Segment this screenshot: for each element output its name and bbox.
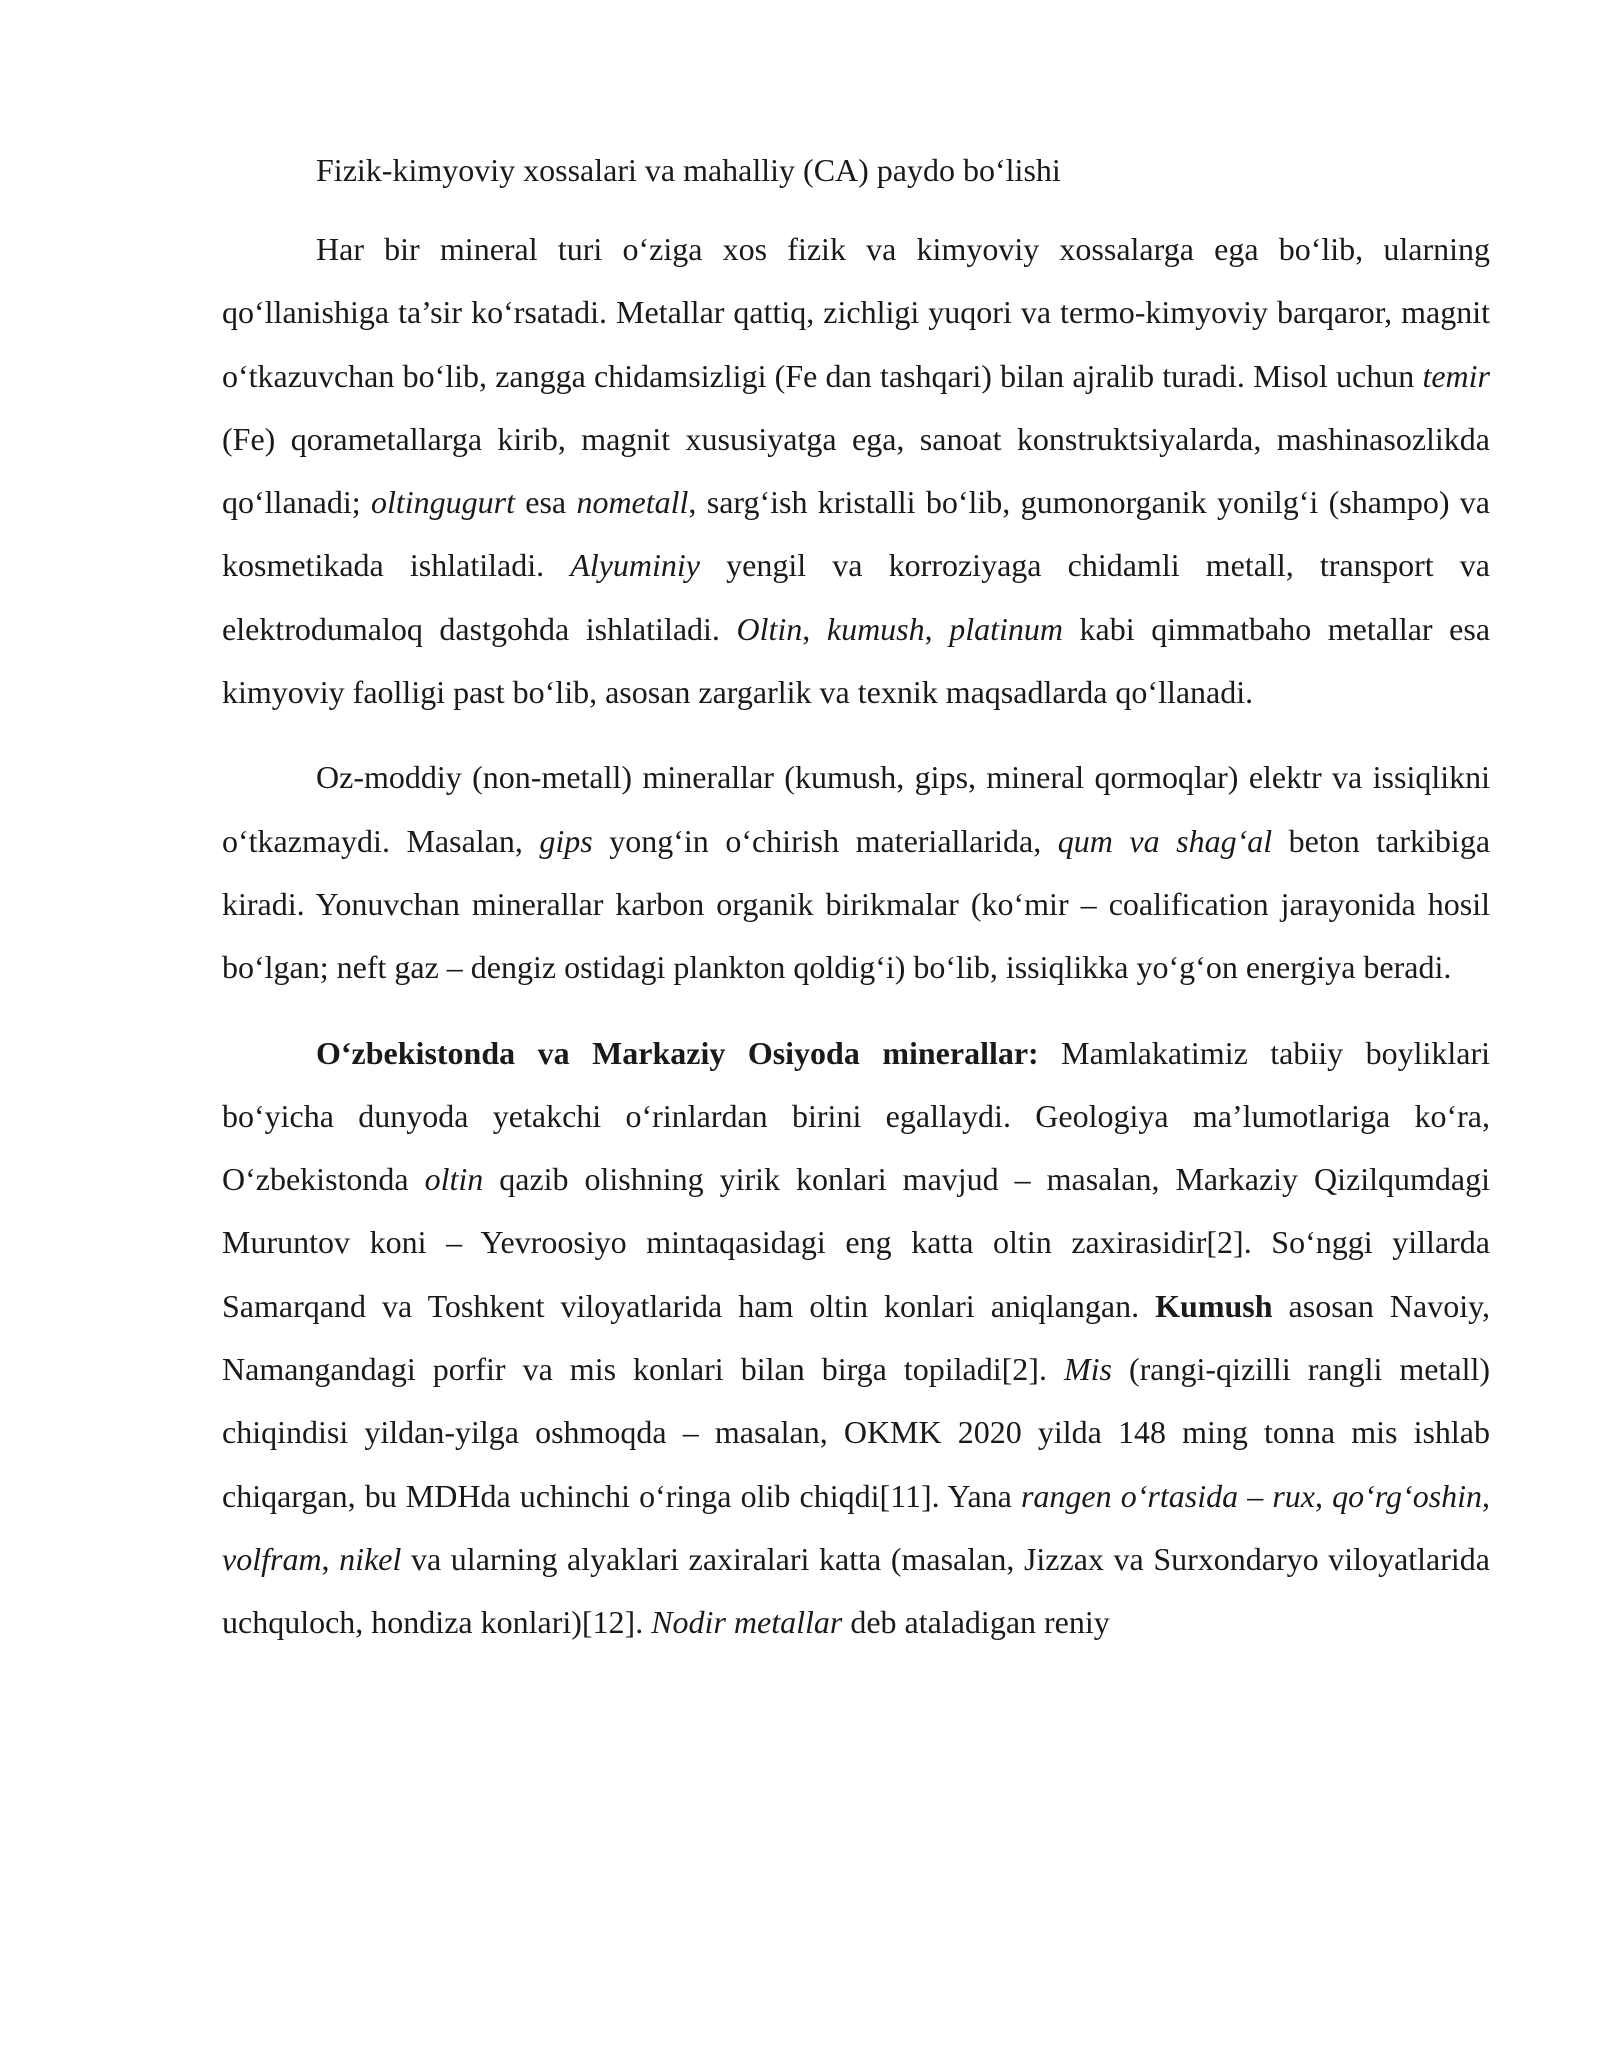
italic-text-run: rangen o‘rtasida [1020, 1477, 1239, 1514]
bold-text-run: O‘zbekistonda va Markaziy Osiyoda minerallar: [316, 1034, 1039, 1071]
text-run: , [321, 1540, 340, 1577]
paragraph-2 [222, 746, 1490, 999]
text-run: beton tarkibiga kiradi. Yonuvchan minerallar karbon organik birikmalar (ko‘mir – coalification jarayonida hosil bo‘lgan; neft gaz – dengiz ostidagi plankton qoldig‘i) bo‘lib, issiqlikka yo‘g‘on energiya beradi. [222, 822, 1491, 986]
text-run: Har bir mineral turi o‘ziga xos fizik va kimyoviy xossalarga ega bo‘lib, ularning qo‘llanishiga ta’sir ko‘rsatadi. Metallar qattiq, zichligi yuqori va termo-kimyoviy barqaror, magnit o‘tkazuvchan bo‘lib, zangga chidamsizligi (Fe dan tashqari) bilan ajralib turadi. Misol uchun [222, 231, 1490, 394]
text-run: deb ataladigan reniy [842, 1604, 1110, 1641]
text-run: qazib olishning yirik konlari mavjud – masalan, Markaziy Qizilqumdagi Muruntov koni – Yevroosiyo mintaqasidagi eng katta oltin zaxirasidir[2]. So‘nggi yillarda Samarqand va Toshkent viloyatlarida ham oltin konlari aniqlangan. [222, 1161, 1491, 1324]
text-run: (rangi-qizilli rangli metall) chiqindisi yildan-yilga oshmoqda – masalan, OKMK 2020 yilda 148 ming tonna mis ishlab chiqargan, bu MDHda uchinchi o‘ringa olib chiqdi[11]. Yana [222, 1351, 1491, 1514]
italic-text-run: Alyuminiy [570, 547, 700, 584]
text-run: va ularning alyaklari zaxiralari katta (masalan, Jizzax va Surxondaryo viloyatlarida uchquloch, hondiza konlari)[12]. [222, 1540, 1491, 1641]
italic-text-run: qo‘rg‘oshin [1332, 1477, 1483, 1514]
italic-text-run: rux [1272, 1477, 1315, 1514]
italic-text-run: oltingugurt [370, 484, 515, 521]
text-run: yong‘in o‘chirish materiallarida, [592, 822, 1058, 859]
italic-text-run: Nodir metallar [651, 1604, 843, 1641]
text-run: , sarg‘ish kristalli bo‘lib, gumonorganik yonilg‘i (shampo) va kosmetikada ishlatiladi. [222, 484, 1490, 584]
italic-text-run: Oltin [736, 610, 803, 647]
text-run: , [1314, 1477, 1333, 1514]
text-run: esa [514, 484, 577, 521]
italic-text-run: platinum [949, 610, 1063, 647]
text-run: , [1482, 1477, 1491, 1514]
italic-text-run: volfram [222, 1540, 322, 1577]
italic-text-run: Mis [1063, 1351, 1112, 1388]
paragraph-1 [222, 218, 1490, 724]
text-run: (Fe) qorametallarga kirib, magnit xususiyatga ega, sanoat konstruktsiyalarda, mashinasozlikda qo‘llanadi; [222, 420, 1490, 521]
body-text [222, 218, 1490, 1655]
text-run: – [1238, 1477, 1273, 1514]
text-run: asosan Navoiy, Namangandagi porfir va mis konlari bilan birga topiladi[2]. [222, 1287, 1491, 1388]
text-run: kabi qimmatbaho metallar esa kimyoviy faolligi past bo‘lib, asosan zargarlik va texnik maqsadlarda qo‘llanadi. [222, 610, 1491, 711]
section-heading: Fizik-kimyoviy xossalari va mahalliy (CA) paydo bo‘lishi [316, 152, 1061, 188]
text-run: , [802, 610, 827, 647]
paragraph-3 [222, 1022, 1490, 1655]
text-run: Mamlakatimiz tabiiy boyliklari bo‘yicha dunyoda yetakchi o‘rinlardan birini egallaydi. Geologiya ma’lumotlariga ko‘ra, O‘zbekistonda [222, 1034, 1491, 1198]
text-run: Oz-moddiy (non-metall) minerallar (kumush, gips, mineral qormoqlar) elektr va issiqlikni o‘tkazmaydi. Masalan, [222, 759, 1490, 859]
italic-text-run: qum va shag‘al [1057, 822, 1273, 859]
italic-text-run: oltin [424, 1161, 484, 1198]
italic-text-run: temir [1422, 357, 1490, 394]
italic-text-run: gips [539, 822, 593, 859]
bold-text-run: Kumush [1155, 1287, 1273, 1324]
text-run: , [924, 610, 950, 647]
italic-text-run: nometall [576, 484, 689, 521]
italic-text-run: kumush [826, 610, 925, 647]
document-page [222, 140, 1490, 1677]
italic-text-run: nikel [339, 1540, 402, 1577]
text-run: yengil va korroziyaga chidamli metall, transport va elektrodumaloq dastgohda ishlatiladi. [222, 547, 1491, 647]
